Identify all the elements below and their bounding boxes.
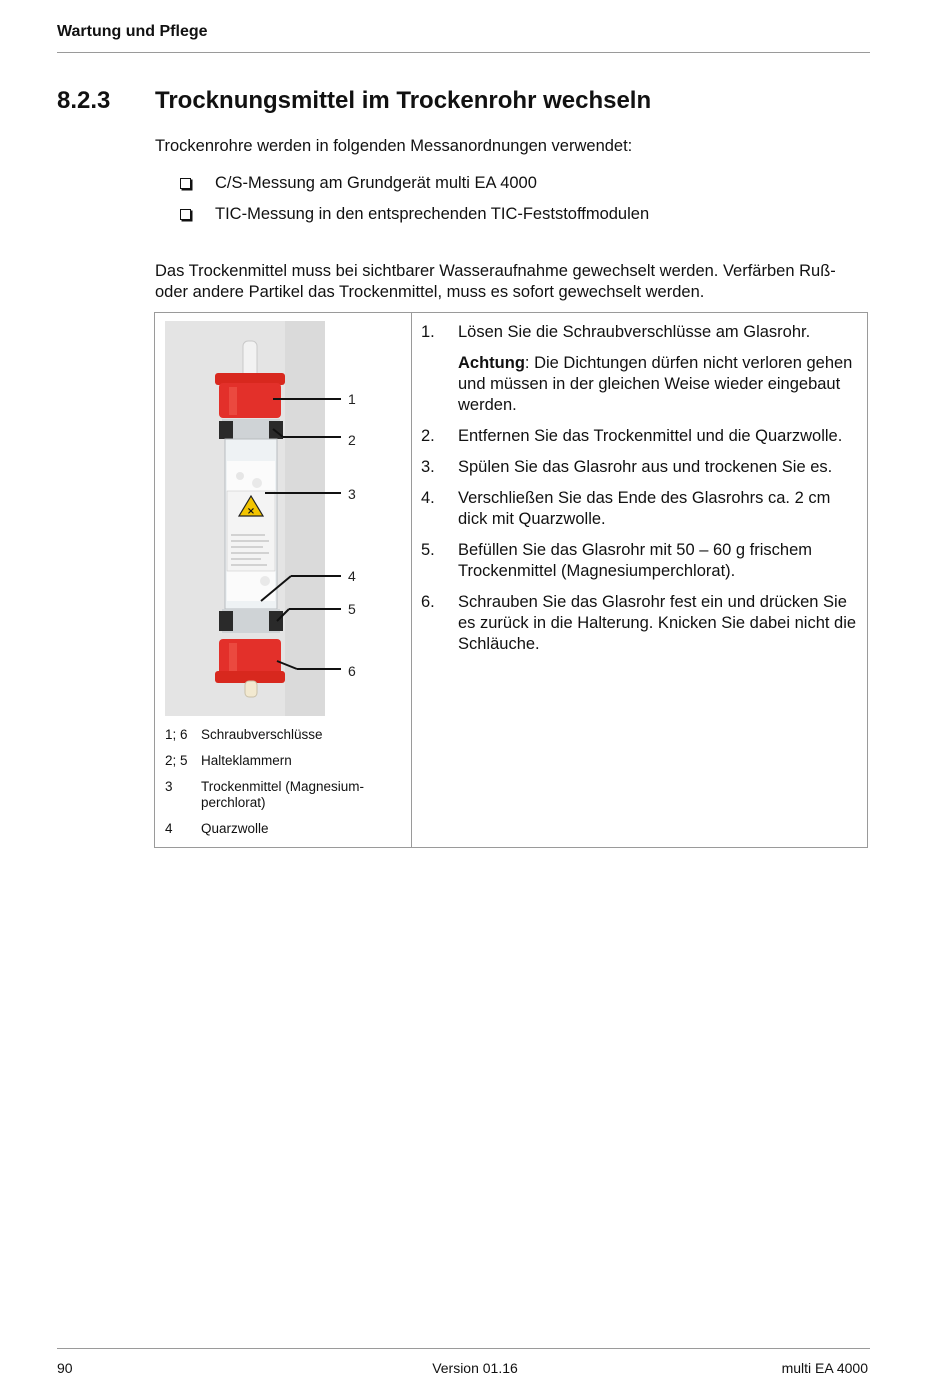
callout-label: 2 — [348, 432, 356, 448]
step-item — [421, 322, 861, 343]
step-item — [421, 540, 861, 582]
instruction-table — [154, 312, 868, 848]
step-number: 6. — [421, 593, 435, 611]
step-item — [421, 457, 861, 478]
product-name: multi EA 4000 — [781, 1360, 868, 1376]
step-number: 1. — [421, 323, 435, 341]
step-text: Lösen Sie die Schraubverschlüsse am Glasrohr. — [458, 323, 811, 341]
legend-key: 2; 5 — [165, 753, 188, 768]
callout-label: 4 — [348, 568, 356, 584]
table-column-divider — [411, 313, 412, 847]
step-text: Schrauben Sie das Glasrohr fest ein und drücken Sie es zurück in die Halterung. Knicken Sie dabei nicht die Schläuche. — [458, 593, 857, 653]
note-text: : Die Dichtungen dürfen nicht verloren gehen und müssen in der gleichen Weise wieder eingebaut werden. — [458, 354, 853, 414]
leader-lines — [325, 321, 345, 716]
legend-key: 3 — [165, 779, 173, 794]
bullet-text: TIC-Messung in den entsprechenden TIC-Feststoffmodulen — [215, 205, 650, 223]
callout-label: 5 — [348, 601, 356, 617]
legend-value: Halteklammern — [201, 753, 292, 768]
checkbox-icon — [180, 209, 191, 220]
paragraph: Das Trockenmittel muss bei sichtbarer Wasseraufnahme gewechselt werden. Verfärben Ruß- oder andere Partikel das Trockenmittel, muss es sofort gewechselt werden. — [155, 262, 836, 301]
legend-key: 4 — [165, 821, 173, 836]
step-text: Entfernen Sie das Trockenmittel und die Quarzwolle. — [458, 427, 843, 445]
legend-value: Trockenmittel (Magnesium-perchlorat) — [201, 779, 365, 810]
legend-row — [165, 727, 405, 743]
step-text: Spülen Sie das Glasrohr aus und trockenen Sie es. — [458, 458, 833, 476]
bullet-item — [180, 199, 649, 230]
legend-key: 1; 6 — [165, 727, 188, 742]
svg-text:×: × — [246, 506, 256, 517]
bullet-list — [180, 168, 649, 230]
section-title: Trocknungsmittel im Trockenrohr wechseln — [155, 87, 652, 114]
step-text: Verschließen Sie das Ende des Glasrohrs ca. 2 cm dick mit Quarzwolle. — [458, 489, 831, 528]
step-text: Befüllen Sie das Glasrohr mit 50 – 60 g frischem Trockenmittel (Magnesiumperchlorat). — [458, 541, 813, 580]
step-number: 2. — [421, 427, 435, 445]
callout-label: 1 — [348, 391, 356, 407]
step-number: 4. — [421, 489, 435, 507]
legend-row — [165, 753, 405, 769]
step-list — [421, 322, 861, 665]
checkbox-icon — [180, 178, 191, 189]
page-number: 90 — [57, 1360, 73, 1376]
callout-label: 6 — [348, 663, 356, 679]
drying-tube-photo — [165, 321, 325, 716]
step-number: 5. — [421, 541, 435, 559]
section-number: 8.2.3 — [57, 87, 111, 114]
header-divider — [57, 52, 870, 53]
document-version: Version 01.16 — [432, 1360, 518, 1376]
step-number: 3. — [421, 458, 435, 476]
legend-value: Schraubverschlüsse — [201, 727, 323, 742]
note-label: Achtung — [458, 354, 525, 372]
intro-text: Trockenrohre werden in folgenden Messanordnungen verwendet: — [155, 137, 633, 155]
bullet-item — [180, 168, 649, 199]
step-item — [421, 426, 861, 447]
step-item — [421, 592, 861, 655]
legend-row — [165, 779, 405, 811]
footer-divider — [57, 1348, 870, 1349]
callout-label: 3 — [348, 486, 356, 502]
legend-row — [165, 821, 405, 837]
running-header: Wartung und Pflege — [57, 23, 208, 40]
legend-value: Quarzwolle — [201, 821, 269, 836]
warning-note — [458, 353, 861, 416]
step-item — [421, 488, 861, 530]
bullet-text: C/S-Messung am Grundgerät multi EA 4000 — [215, 174, 537, 192]
figure-legend — [165, 727, 405, 847]
